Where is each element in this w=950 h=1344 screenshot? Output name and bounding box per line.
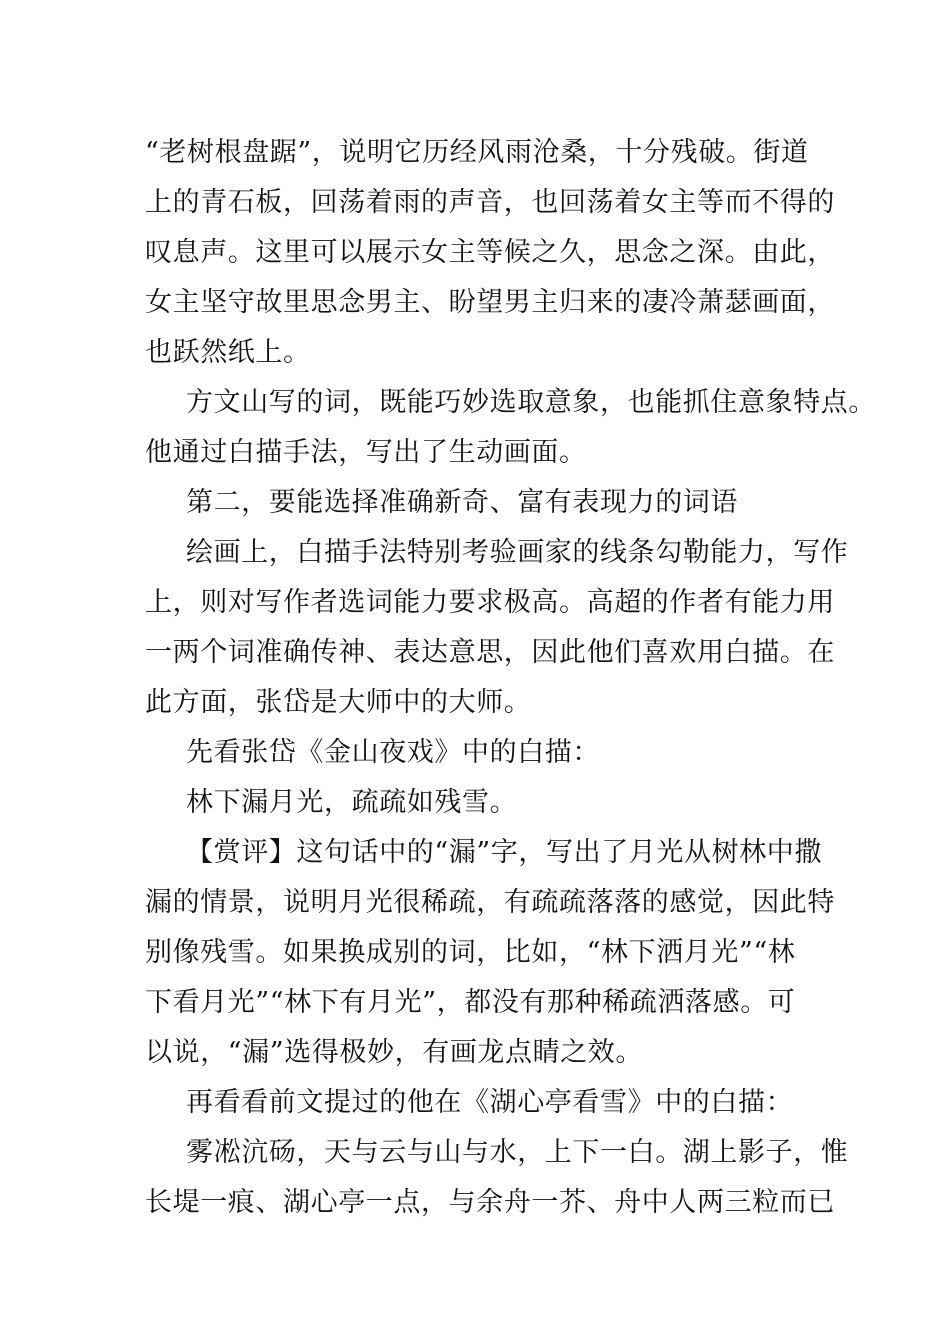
text-line-15: 【赏评】这句话中的“漏”字，写出了月光从树林中撒 xyxy=(186,837,823,868)
text-line-6: 方文山写的词，既能巧妙选取意象，也能抓住意象特点。 xyxy=(186,387,876,418)
quote-line-2: 雾凇沆砀，天与云与山与水，上下一白。湖上影子，惟 xyxy=(186,1137,849,1168)
text-line-9: 绘画上，白描手法特别考验画家的线条勾勒能力，写作 xyxy=(186,537,849,568)
text-line-3: 叹息声。这里可以展示女主等候之久，思念之深。由此， xyxy=(145,237,835,268)
text-line-11: 一两个词准确传神、表达意思，因此他们喜欢用白描。在 xyxy=(145,637,835,668)
text-line-19: 以说，“漏”选得极妙，有画龙点睛之效。 xyxy=(145,1037,644,1068)
text-line-20: 再看看前文提过的他在《湖心亭看雪》中的白描： xyxy=(186,1087,794,1118)
text-line-2: 上的青石板，回荡着雨的声音，也回荡着女主等而不得的 xyxy=(145,187,835,218)
text-line-7: 他通过白描手法，写出了生动画面。 xyxy=(145,437,587,468)
text-line-1: “老树根盘踞”，说明它历经风雨沧桑，十分残破。街道 xyxy=(145,137,809,168)
section-heading: 第二，要能选择准确新奇、富有表现力的词语 xyxy=(186,487,738,518)
text-line-5: 也跃然纸上。 xyxy=(145,337,311,368)
quote-line-3: 长堤一痕、湖心亭一点，与余舟一芥、舟中人两三粒而已 xyxy=(145,1187,835,1218)
text-line-4: 女主坚守故里思念男主、盼望男主归来的凄冷萧瑟画面， xyxy=(145,287,835,318)
text-line-17: 别像残雪。如果换成别的词，比如，“林下洒月光”“林 xyxy=(145,937,796,968)
text-line-12: 此方面，张岱是大师中的大师。 xyxy=(145,687,532,718)
text-line-13: 先看张岱《金山夜戏》中的白描： xyxy=(186,737,600,768)
text-line-18: 下看月光”“林下有月光”，都没有那种稀疏洒落感。可 xyxy=(145,987,796,1018)
text-line-16: 漏的情景，说明月光很稀疏，有疏疏落落的感觉，因此特 xyxy=(145,887,835,918)
text-line-10: 上，则对写作者选词能力要求极高。高超的作者有能力用 xyxy=(145,587,835,618)
quote-line-1: 林下漏月光，疏疏如残雪。 xyxy=(186,787,518,818)
